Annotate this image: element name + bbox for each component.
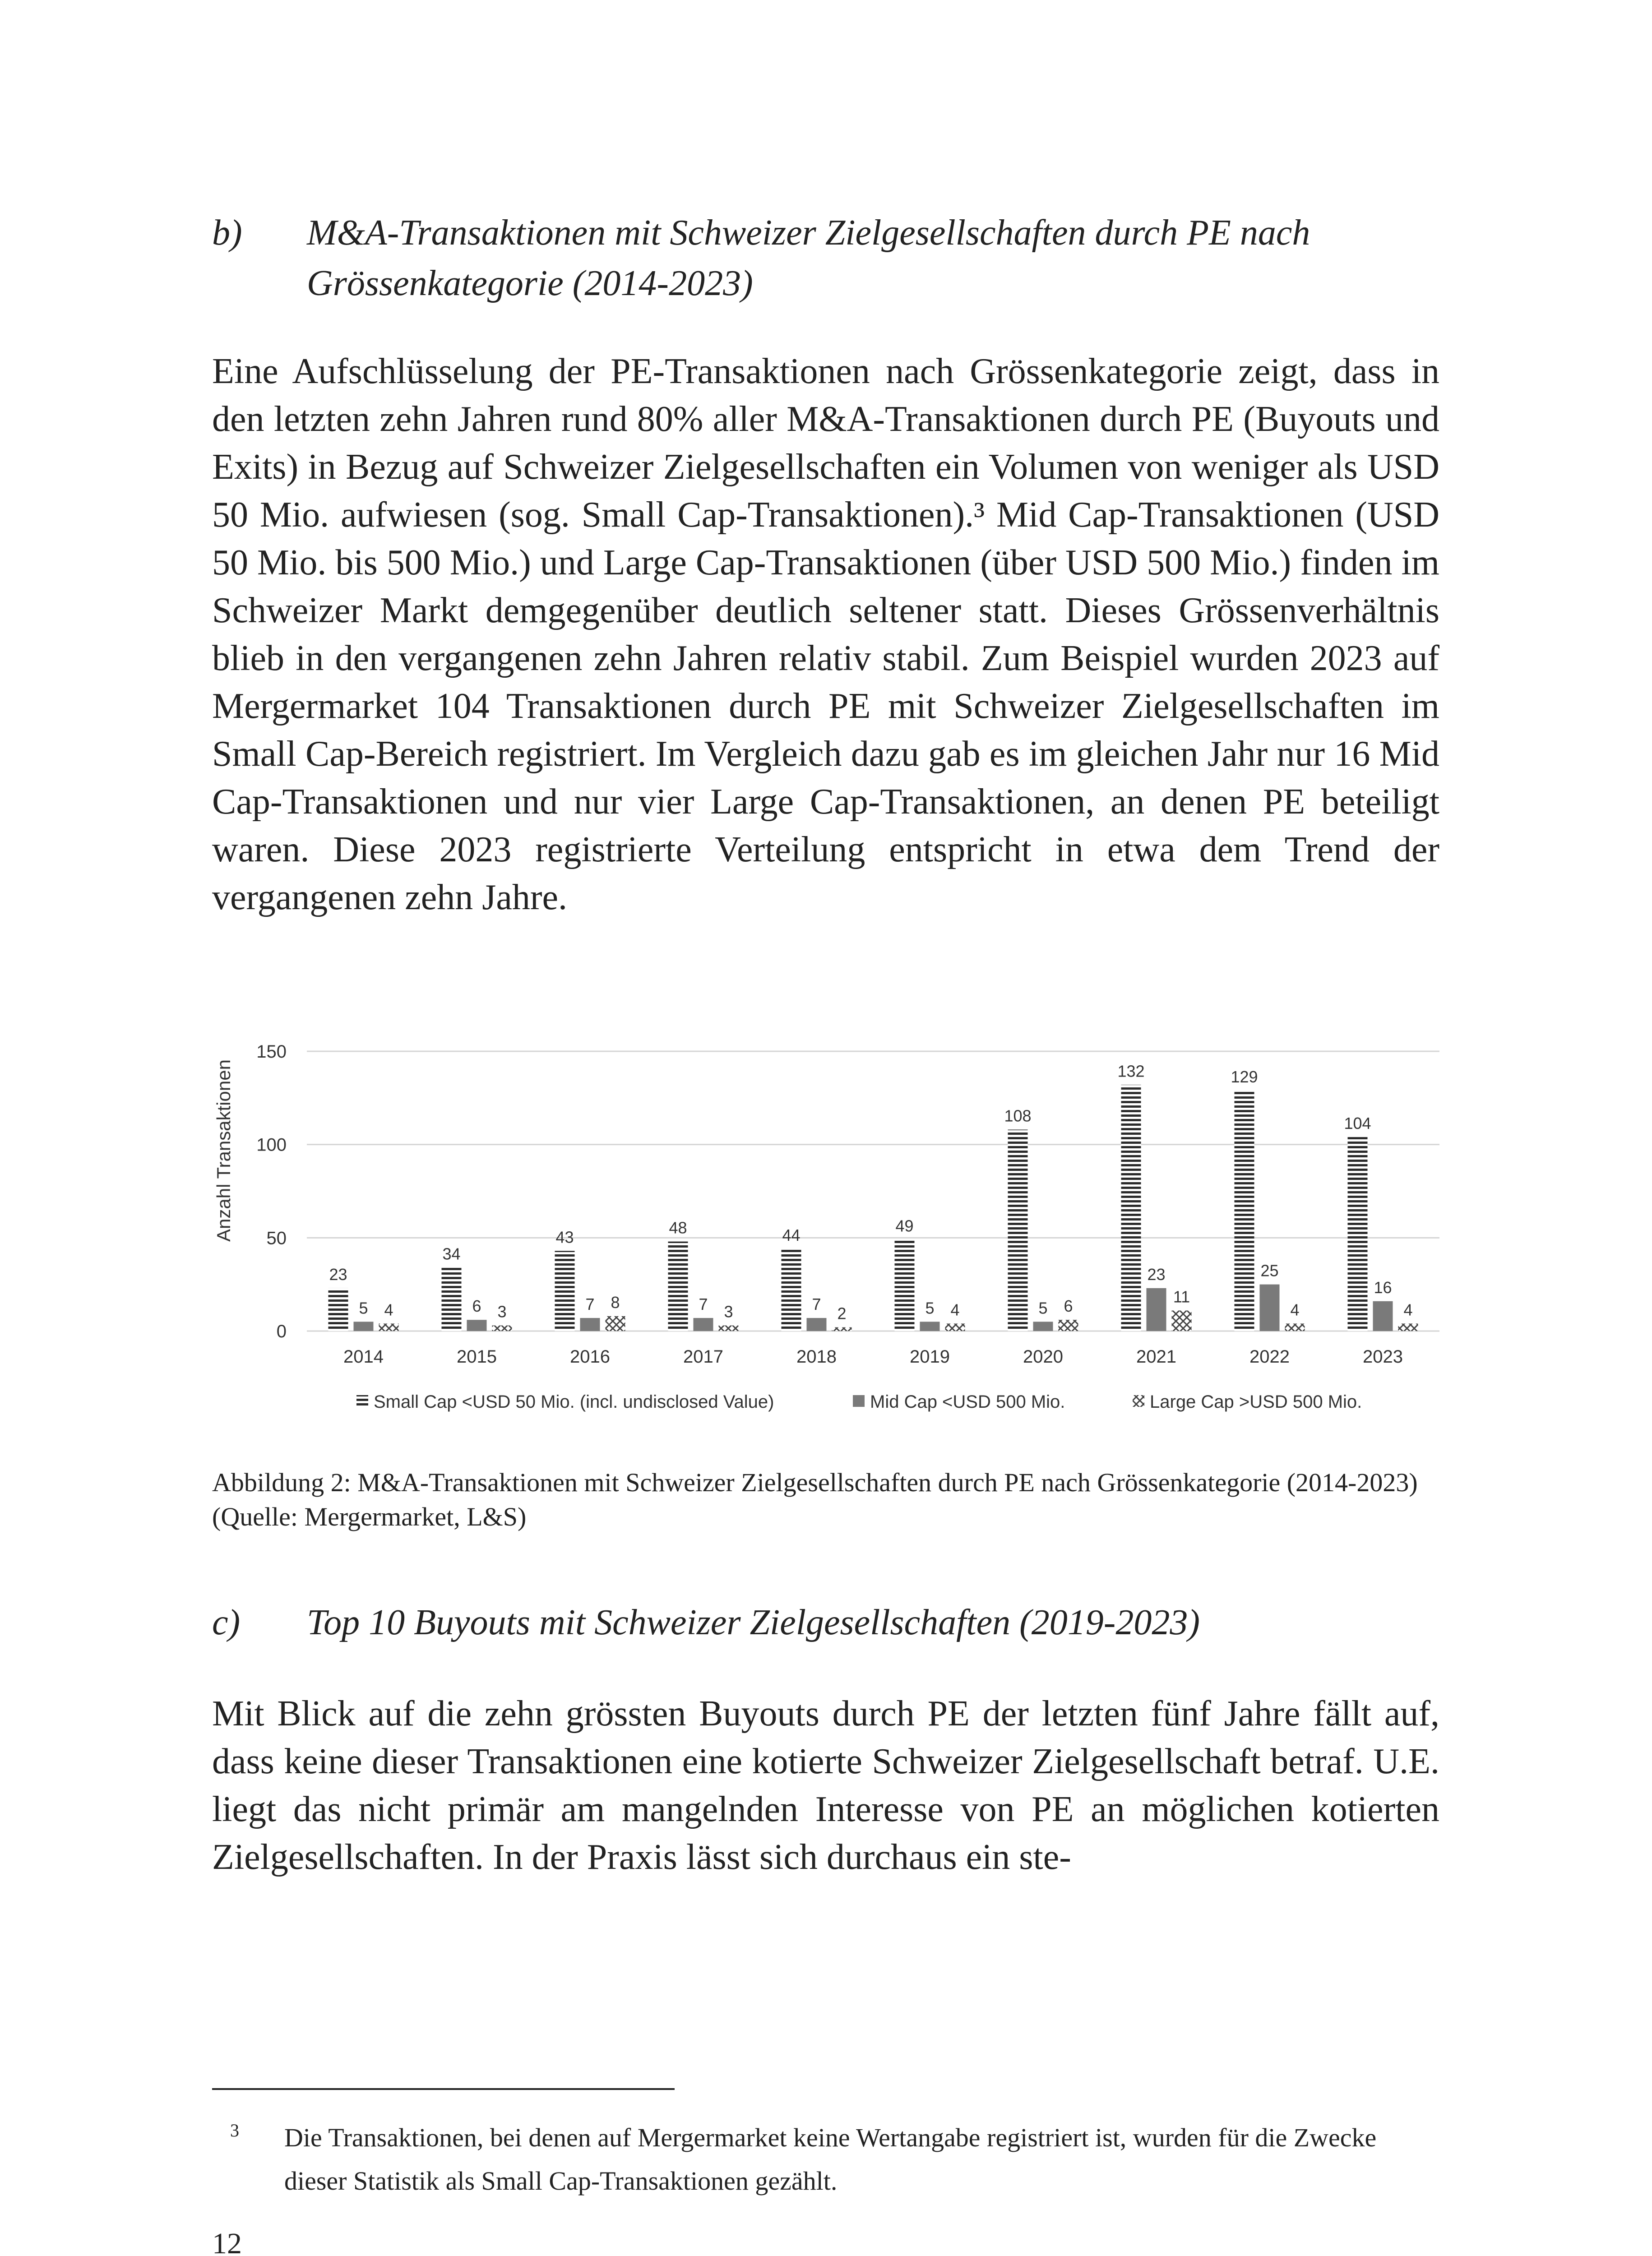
bar-small-cap (1235, 1091, 1254, 1331)
footnote-divider (212, 2088, 675, 2090)
section-c-title: Top 10 Buyouts mit Schweizer Zielgesellschaften (2019-2023) (307, 1603, 1200, 1642)
bar-chart (212, 1029, 1448, 1435)
legend-label: Small Cap <USD 50 Mio. (incl. undisclosed Value) (374, 1392, 774, 1412)
section-c-label: c) (212, 1603, 241, 1642)
data-label-large-cap: 11 (1173, 1287, 1190, 1306)
figure-caption: Abbildung 2: M&A-Transaktionen mit Schweizer Zielgesellschaften durch PE nach Grössenkategorie (2014-2023) (Quelle: Mergermarket, L&S) (212, 1468, 1418, 1531)
section-b-title (307, 208, 1525, 309)
footnote-text: Die Transaktionen, bei denen auf Mergermarket keine Wertangabe registriert ist, wurden für die Zwecke dieser Statistik als Small Cap-Transaktionen gezählt. (284, 2123, 1377, 2196)
legend-swatch (356, 1395, 368, 1407)
section-b-title-line1: M&A-Transaktionen mit Schweizer Zielgesellschaften durch PE nach (307, 213, 1310, 253)
data-label-large-cap: 2 (837, 1304, 847, 1323)
data-label-large-cap: 3 (497, 1302, 507, 1321)
bar-large-cap (832, 1327, 852, 1331)
legend-swatch (1133, 1395, 1144, 1407)
data-label-large-cap: 4 (950, 1300, 960, 1319)
y-tick-label: 0 (276, 1322, 287, 1341)
bar-large-cap (379, 1323, 399, 1331)
data-label-large-cap: 4 (384, 1300, 393, 1319)
data-label-small-cap: 108 (1004, 1106, 1032, 1125)
data-label-small-cap: 49 (895, 1216, 914, 1235)
x-tick-label: 2022 (1249, 1347, 1290, 1367)
bar-mid-cap (694, 1318, 713, 1331)
bar-mid-cap (807, 1318, 827, 1331)
data-label-mid-cap: 5 (925, 1299, 935, 1318)
data-label-large-cap: 8 (611, 1293, 620, 1312)
data-label-small-cap: 23 (329, 1265, 347, 1284)
data-label-mid-cap: 7 (585, 1295, 595, 1314)
data-label-mid-cap: 5 (359, 1299, 368, 1318)
bar-small-cap (329, 1288, 348, 1331)
legend-label: Mid Cap <USD 500 Mio. (870, 1392, 1065, 1412)
y-axis (256, 1042, 287, 1341)
data-label-mid-cap: 25 (1260, 1261, 1279, 1280)
data-label-mid-cap: 23 (1147, 1265, 1166, 1284)
y-tick-label: 100 (256, 1135, 287, 1155)
bar-mid-cap (1033, 1322, 1053, 1331)
data-label-small-cap: 129 (1231, 1067, 1258, 1086)
bar-large-cap (1285, 1323, 1305, 1331)
data-label-mid-cap: 16 (1374, 1278, 1392, 1297)
bar-large-cap (492, 1326, 512, 1331)
bar-mid-cap (354, 1322, 374, 1331)
bar-small-cap (895, 1239, 915, 1331)
data-label-small-cap: 34 (442, 1244, 461, 1263)
y-tick-label: 150 (256, 1042, 287, 1062)
x-tick-label: 2014 (343, 1347, 384, 1367)
section-b-heading (212, 208, 1439, 311)
data-label-large-cap: 6 (1064, 1297, 1073, 1316)
data-label-large-cap: 4 (1290, 1300, 1300, 1319)
bar-small-cap (668, 1242, 688, 1331)
data-label-mid-cap: 5 (1038, 1299, 1048, 1318)
x-tick-label: 2015 (457, 1347, 497, 1367)
section-c-heading (212, 1597, 1439, 1649)
y-tick-label: 50 (266, 1228, 287, 1248)
data-label-small-cap: 104 (1344, 1114, 1371, 1133)
chart-legend (356, 1392, 1362, 1412)
bar-large-cap (719, 1326, 739, 1331)
x-tick-label: 2020 (1023, 1347, 1063, 1367)
x-tick-label: 2019 (910, 1347, 950, 1367)
bar-small-cap (782, 1249, 801, 1331)
bar-mid-cap (580, 1318, 600, 1331)
legend-swatch (853, 1395, 865, 1407)
bar-mid-cap (1147, 1288, 1166, 1331)
x-tick-label: 2021 (1136, 1347, 1176, 1367)
body-paragraph-1: Eine Aufschlüsselung der PE-Transaktionen nach Grössenkategorie zeigt, dass in den letzten zehn Jahren rund 80% aller M&A-Transaktionen durch PE (Buyouts und Exits) in Bezug auf Schweizer Zielgesellschaften ein Volumen von weniger als USD 50 Mio. aufwiesen (sog. Small Cap-Transaktionen).³ Mid Cap-Transaktionen (USD 50 Mio. bis 500 Mio.) und Large Cap-Transaktionen (über USD 500 Mio.) finden im Schweizer Markt demgegenüber deutlich seltener statt. Dieses Grössenverhältnis blieb in den vergangenen zehn Jahren relativ stabil. Zum Beispiel wurden 2023 auf Mergermarket 104 Transaktionen durch PE mit Schweizer Zielgesellschaften im Small Cap-Bereich registriert. Im Vergleich dazu gab es im gleichen Jahr nur 16 Mid Cap-Transaktionen und nur vier Large Cap-Transaktionen, an denen PE beteiligt waren. Diese 2023 registrierte Verteilung entspricht in etwa dem Trend der vergangenen zehn Jahre. (212, 351, 1439, 917)
bar-small-cap (442, 1267, 462, 1331)
bar-mid-cap (1373, 1301, 1393, 1331)
data-label-mid-cap: 6 (472, 1297, 481, 1316)
bar-small-cap (1348, 1137, 1368, 1331)
data-label-small-cap: 48 (669, 1218, 687, 1237)
section-b-title-line2: Grössenkategorie (2014-2023) (307, 264, 753, 303)
x-axis (343, 1347, 1403, 1367)
body-paragraph-2: Mit Blick auf die zehn grössten Buyouts durch PE der letzten fünf Jahre fällt auf, dass keine dieser Transaktionen eine kotierte Schweizer Zielgesellschaft betraf. U.E. liegt das nicht primär am mangelnden Interesse von PE an möglichen kotierten Zielgesellschaften. In der Praxis lässt sich durchaus ein ste- (212, 1694, 1439, 1877)
bar-mid-cap (1260, 1285, 1280, 1331)
bar-mid-cap (920, 1322, 940, 1331)
footnote-mark: 3 (230, 2120, 239, 2140)
data-label-small-cap: 132 (1117, 1062, 1145, 1081)
data-label-mid-cap: 7 (812, 1295, 821, 1314)
bar-large-cap (1172, 1311, 1192, 1331)
section-b-label: b) (212, 213, 242, 253)
bar-large-cap (945, 1323, 965, 1331)
y-axis-label: Anzahl Transaktionen (213, 1059, 234, 1242)
bar-large-cap (1398, 1323, 1418, 1331)
bar-small-cap (1121, 1085, 1141, 1331)
data-label-small-cap: 44 (782, 1226, 801, 1245)
bar-small-cap (555, 1251, 575, 1331)
bar-small-cap (1008, 1130, 1028, 1331)
page-number: 12 (212, 2227, 242, 2256)
x-tick-label: 2017 (683, 1347, 723, 1367)
x-tick-label: 2018 (796, 1347, 837, 1367)
x-tick-label: 2016 (570, 1347, 610, 1367)
legend-label: Large Cap >USD 500 Mio. (1150, 1392, 1362, 1412)
data-label-large-cap: 3 (724, 1302, 733, 1321)
data-label-small-cap: 43 (555, 1228, 574, 1247)
x-tick-label: 2023 (1363, 1347, 1403, 1367)
chart-bars (329, 1062, 1418, 1331)
bar-mid-cap (467, 1320, 487, 1331)
data-label-mid-cap: 7 (699, 1295, 708, 1314)
bar-large-cap (606, 1316, 625, 1331)
bar-large-cap (1059, 1320, 1078, 1331)
data-label-large-cap: 4 (1403, 1300, 1413, 1319)
